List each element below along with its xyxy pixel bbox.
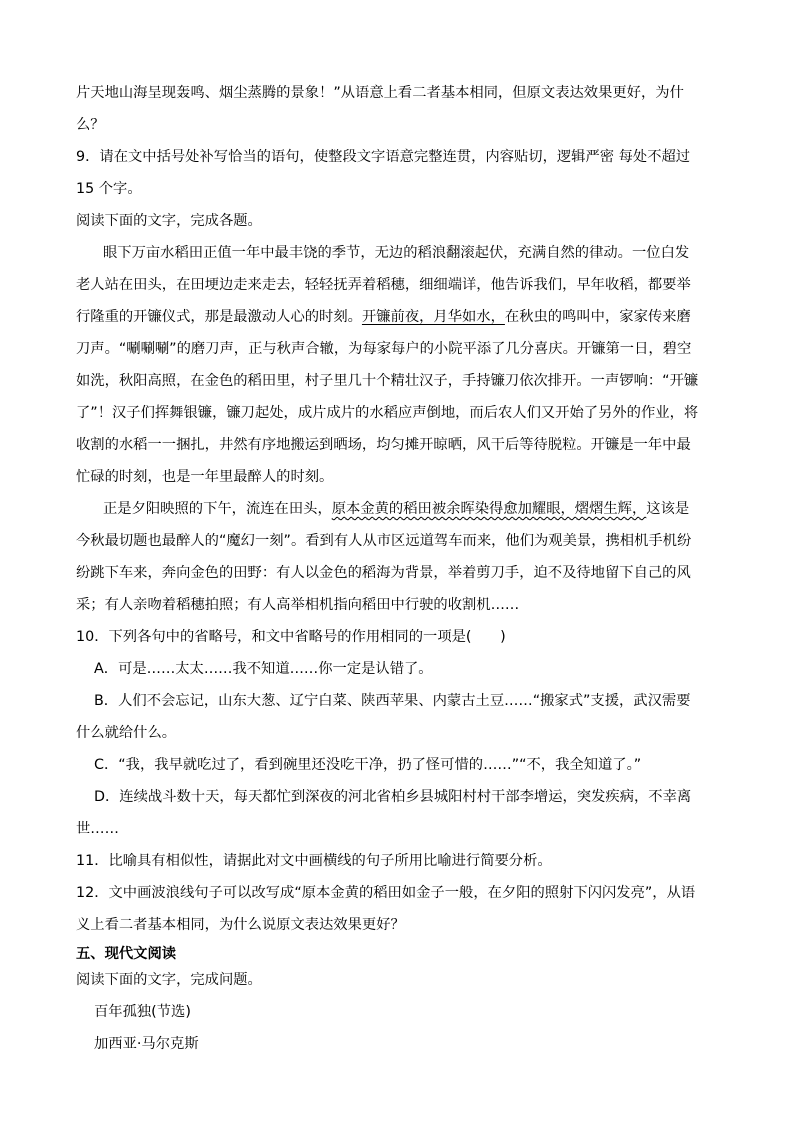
passage-title: 百年孤独(节选) [94, 1004, 191, 1020]
passage-line: 今秋最切题也最醉人的“魔幻一刻”。看到有人从市区远道驾车而来，他们为观美景，携相机手机纷 [76, 533, 692, 549]
option-a: A．可是……太太……我不知道……你一定是认错了。 [94, 661, 433, 677]
passage-line: 如洗，秋阳高照，在金色的稻田里，村子里几十个精壮汉子，手持镰刀依次排开。一声锣响：“开镰 [76, 373, 699, 389]
passage-line: 了”！汉子们挥舞银镰，镰刀起处，成片成片的水稻应声倒地，而后农人们又开始了另外的作业，将 [76, 405, 699, 421]
passage-line: 收割的水稻一一捆扎，井然有序地搬运到晒场，均匀摊开晾晒，风干后等待脱粒。开镰是一年中最 [76, 437, 691, 453]
passage-line [76, 307, 691, 327]
option-b: B．人们不会忘记，山东大葱、辽宁白菜、陕西苹果、内蒙古土豆……“搬家式”支援，武汉需要 [94, 693, 691, 709]
text-line: 片天地山海呈现轰鸣、烟尘蒸腾的景象！”从语意上看二者基本相同，但原文表达效果更好，为什 [76, 85, 684, 101]
underlined-sentence: 开镰前夜，月华如水， [361, 309, 505, 325]
passage-line: 眼下万亩水稻田正值一年中最丰饶的季节，无边的稻浪翻滚起伏，充满自然的律动。一位白发 [103, 245, 690, 261]
question-11: 11．比喻具有相似性，请据此对文中画横线的句子所用比喻进行简要分析。 [76, 853, 552, 869]
option-d-cont: 世…… [76, 821, 119, 837]
wavy-underlined-sentence: 原本金黄的稻田被余晖染得愈加耀眼，熠熠生辉， [331, 501, 647, 517]
passage-line [103, 499, 689, 519]
reading-instruction: 阅读下面的文字，完成问题。 [76, 972, 262, 988]
section-heading: 五、现代文阅读 [76, 946, 177, 962]
passage-line: 老人站在田头，在田埂边走来走去，轻轻抚弄着稻穗，细细端详，他告诉我们，早年收稻，都要举 [76, 277, 691, 293]
passage-text: 正是夕阳映照的下午，流连在田头， [103, 501, 332, 517]
passage-text: 在秋虫的鸣叫中，家家传来磨 [504, 309, 691, 325]
question-9: 9．请在文中括号处补写恰当的语句，使整段文字语意完整连贯，内容贴切，逻辑严密 每处不超过 [76, 149, 691, 165]
question-12: 12．文中画波浪线句子可以改写成“原本金黄的稻田如金子一般，在夕阳的照射下闪闪发亮”，从语 [76, 885, 696, 901]
text-line: 15 个字。 [76, 181, 142, 197]
option-c: C．“我，我早就吃过了，看到碗里还没吃干净，扔了怪可惜的……”“不，我全知道了。” [94, 757, 642, 773]
passage-text: 这该是 [646, 501, 690, 517]
passage-line: 刀声。“唰唰唰”的磨刀声，正与秋声合辙，为每家每户的小院平添了几分喜庆。开镰第一日，碧空 [76, 341, 692, 357]
question-10: 10．下列各句中的省略号，和文中省略号的作用相同的一项是( ) [76, 629, 506, 645]
reading-instruction: 阅读下面的文字，完成各题。 [76, 213, 262, 229]
text-line: 么？ [76, 117, 105, 133]
passage-line: 采；有人亲吻着稻穗拍照；有人高举相机指向稻田中行驶的收割机…… [76, 597, 520, 613]
option-b-cont: 什么就给什么。 [76, 725, 177, 741]
passage-text: 行隆重的开镰仪式，那是最激动人心的时刻。 [76, 309, 362, 325]
passage-author: 加西亚·马尔克斯 [94, 1036, 199, 1052]
passage-line: 纷跳下车来，奔向金色的田野：有人以金色的稻海为背景，举着剪刀手，迫不及待地留下自己的风 [76, 565, 691, 581]
question-12-cont: 义上看二者基本相同，为什么说原文表达效果更好？ [76, 917, 405, 933]
option-d: D．连续战斗数十天，每天都忙到深夜的河北省柏乡县城阳村村干部李增运，突发疾病，不幸离 [94, 789, 692, 805]
passage-line: 忙碌的时刻，也是一年里最醉人的时刻。 [76, 469, 334, 485]
